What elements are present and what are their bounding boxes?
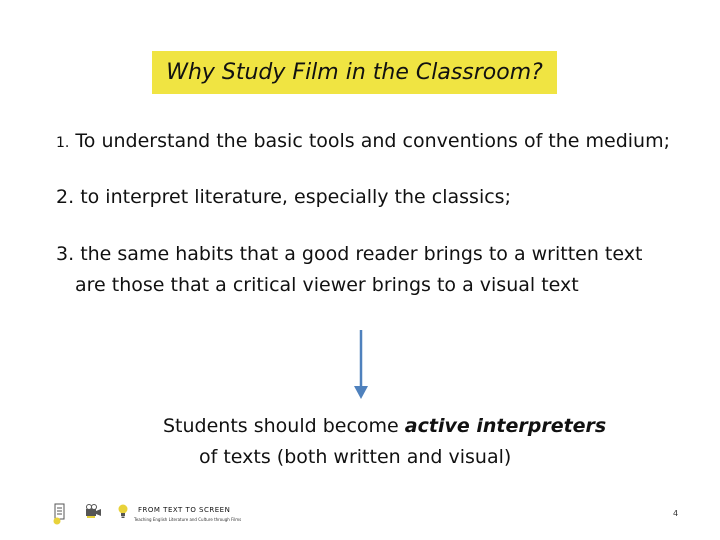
conclusion-lead: Students should become: [163, 415, 405, 437]
slide-title: Why Study Film in the Classroom?: [166, 60, 543, 85]
conclusion-line2: of texts (both written and visual): [199, 446, 512, 468]
down-arrow-icon: [353, 330, 369, 400]
point-number: 1.: [56, 135, 70, 151]
conclusion-emphasis: active interpreters: [404, 415, 607, 437]
point-number: 2.: [56, 186, 75, 208]
footer-subtitle: Teaching English Literature and Culture through Films: [134, 517, 242, 522]
point-1: [56, 126, 670, 159]
film-camera-icon: [84, 503, 102, 519]
lightbulb-icon: [117, 503, 129, 519]
point-3: [56, 239, 642, 301]
point-text-line2: are those that a critical viewer brings to a visual text: [75, 274, 579, 296]
text-book-icon: [52, 503, 66, 525]
conclusion: [163, 411, 606, 473]
point-text-line1: the same habits that a good reader brings to a written text: [80, 243, 643, 265]
title-banner: [152, 51, 557, 94]
point-text: To understand the basic tools and conventions of the medium;: [75, 130, 671, 152]
footer-title: FROM TEXT TO SCREEN: [138, 506, 231, 514]
point-2: [56, 182, 511, 213]
point-text: to interpret literature, especially the classics;: [80, 186, 511, 208]
point-number: 3.: [56, 243, 75, 265]
page-number: 4: [673, 509, 679, 518]
